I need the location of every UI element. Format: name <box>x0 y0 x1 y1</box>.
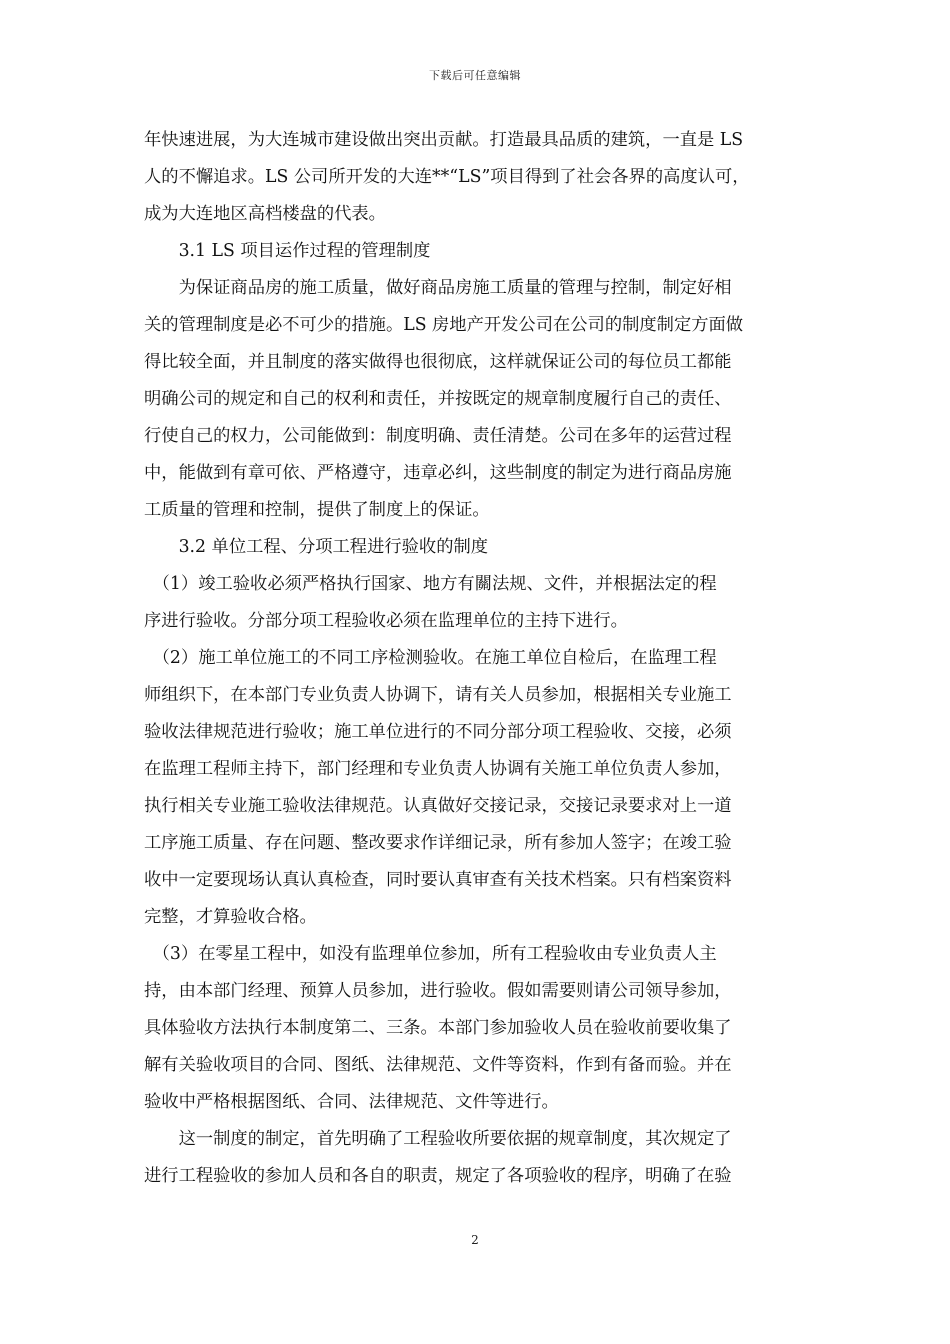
section-heading-3-2: 3.2 单位工程、分项工程进行验收的制度 <box>144 537 489 557</box>
body-line: 完整，才算验收合格。 <box>144 907 317 927</box>
body-line: 验收中严格根据图纸、合同、法律规范、文件等进行。 <box>144 1092 559 1112</box>
body-line: 为保证商品房的施工质量，做好商品房施工质量的管理与控制，制定好相 <box>144 278 732 298</box>
body-line: 解有关验收项目的合同、图纸、法律规范、文件等资料，作到有备而验。并在 <box>144 1055 732 1075</box>
body-line: 在监理工程师主持下，部门经理和专业负责人协调有关施工单位负责人参加， <box>144 759 732 779</box>
body-line: 验收法律规范进行验收；施工单位进行的不同分部分项工程验收、交接，必须 <box>144 722 732 742</box>
body-line: 人的不懈追求。LS 公司所开发的大连**“LS”项目得到了社会各界的高度认可， <box>144 167 750 187</box>
body-line: 具体验收方法执行本制度第二、三条。本部门参加验收人员在验收前要收集了 <box>144 1018 732 1038</box>
body-line: 收中一定要现场认真认真检查，同时要认真审查有关技术档案。只有档案资料 <box>144 870 732 890</box>
body-line: （3）在零星工程中，如没有监理单位参加，所有工程验收由专业负责人主 <box>144 944 717 964</box>
body-line: 序进行验收。分部分项工程验收必须在监理单位的主持下进行。 <box>144 611 628 631</box>
body-line: 中，能做到有章可依、严格遵守，违章必纠，这些制度的制定为进行商品房施 <box>144 463 732 483</box>
body-line: （1）竣工验收必须严格执行国家、地方有關法规、文件，并根据法定的程 <box>144 574 717 594</box>
page-header: 下载后可任意编辑 <box>429 69 521 82</box>
body-line: 工质量的管理和控制，提供了制度上的保证。 <box>144 500 490 520</box>
body-line: 行使自己的权力，公司能做到：制度明确、责任清楚。公司在多年的运营过程 <box>144 426 732 446</box>
body-line: 这一制度的制定，首先明确了工程验收所要依据的规章制度，其次规定了 <box>144 1129 732 1149</box>
body-line: 师组织下，在本部门专业负责人协调下，请有关人员参加，根据相关专业施工 <box>144 685 732 705</box>
body-line: 进行工程验收的参加人员和各自的职责，规定了各项验收的程序，明确了在验 <box>144 1166 732 1186</box>
body-line: 工序施工质量、存在问题、整改要求作详细记录，所有参加人签字；在竣工验 <box>144 833 732 853</box>
body-line: 得比较全面，并且制度的落实做得也很彻底，这样就保证公司的每位员工都能 <box>144 352 732 372</box>
document-body <box>144 122 814 1195</box>
body-line: （2）施工单位施工的不同工序检测验收。在施工单位自检后，在监理工程 <box>144 648 717 668</box>
body-line: 成为大连地区高档楼盘的代表。 <box>144 204 386 224</box>
body-line: 执行相关专业施工验收法律规范。认真做好交接记录，交接记录要求对上一道 <box>144 796 732 816</box>
page-number: 2 <box>471 1233 479 1247</box>
body-line: 持，由本部门经理、预算人员参加，进行验收。假如需要则请公司领导参加， <box>144 981 732 1001</box>
body-line: 明确公司的规定和自己的权利和责任，并按既定的规章制度履行自己的责任、 <box>144 389 732 409</box>
body-line: 年快速进展，为大连城市建设做出突出贡献。打造最具品质的建筑，一直是 LS <box>144 130 744 150</box>
section-heading-3-1: 3.1 LS 项目运作过程的管理制度 <box>144 241 431 261</box>
body-line: 关的管理制度是必不可少的措施。LS 房地产开发公司在公司的制度制定方面做 <box>144 315 744 335</box>
